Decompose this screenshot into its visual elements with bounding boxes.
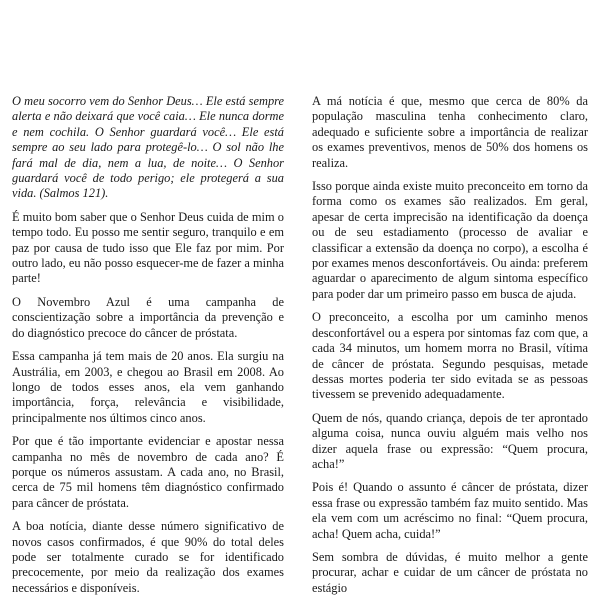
paragraph: Sem sombra de dúvidas, é muito melhor a gente procurar, achar e cuidar de um câncer de próstata no estágio <box>312 549 588 595</box>
left-column <box>12 94 284 604</box>
paragraph: É muito bom saber que o Senhor Deus cuida de mim o tempo todo. Eu posso me sentir seguro, tranquilo e em paz por causa de tudo isso que Ele faz por mim. Por outro lado, eu não posso esquecer-me de fazer a minha parte! <box>12 209 284 286</box>
right-column <box>312 94 588 604</box>
paragraph: A boa notícia, diante desse número significativo de novos casos confirmados, é que 90% do total deles pode ser totalmente curado se for identificado precocemente, por meio da realização dos exames necessários e disponíveis. <box>12 519 284 595</box>
paragraph: A má notícia é que, mesmo que cerca de 80% da população masculina tenha conhecimento claro, adequado e suficiente sobre a importância de realizar os exames preventivos, menos de 50% dos homens os realiza. <box>312 94 588 170</box>
paragraph: O preconceito, a escolha por um caminho menos desconfortável ou a espera por sintomas faz com que, a cada 34 minutos, um homem morra no Brasil, vítima de câncer de próstata. Segundo pesquisas, metade dessas mortes poderia ter sido evitada se as pessoas tivessem se prevenido adequadamente. <box>312 310 588 402</box>
paragraph: O Novembro Azul é uma campanha de conscientização sobre a importância da prevenção e do diagnóstico precoce do câncer de próstata. <box>12 294 284 340</box>
paragraph: Pois é! Quando o assunto é câncer de próstata, dizer essa frase ou expressão também faz muito sentido. Mas ela vem com um acréscimo no final: “Quem procura, acha! Quem acha, cuida!” <box>312 480 588 541</box>
paragraph: Por que é tão importante evidenciar e apostar nessa campanha no mês de novembro de cada ano? É porque os números assustam. A cada ano, no Brasil, cerca de 75 mil homens têm diagnóstico confirmado para câncer de próstata. <box>12 434 284 510</box>
paragraph: Essa campanha já tem mais de 20 anos. Ela surgiu na Austrália, em 2003, e chegou ao Brasil em 2008. Ao longo de todos esses anos, ela vem ganhando importância, força, relevância e visibilidade, principalmente nos últimos cinco anos. <box>12 349 284 425</box>
paragraph: Isso porque ainda existe muito preconceito em torno da forma como os exames são realizados. Em geral, apesar de certa imprecisão na identificação da doença ou de seu estadiamento (processo de avaliar e classificar a extensão da doença no corpo), a escolha é por exames menos desconfortáveis. Ou ainda: preferem aguardar o aparecimento de algum sintoma específico para poder dar um primeiro passo em busca de ajuda. <box>312 179 588 301</box>
psalm-quote: O meu socorro vem do Senhor Deus… Ele está sempre alerta e não deixará que você caia… Ele nunca dorme e nem cochila. O Senhor guardará você… Ele está sempre ao seu lado para protegê-lo… O sol não lhe fará mal de dia, nem a lua, de noite… O Senhor guardará você de todo perigo; ele protegerá a sua vida. (Salmos 121). <box>12 94 284 201</box>
paragraph: Quem de nós, quando criança, depois de ter aprontado alguma coisa, nunca ouviu alguém mais velho nos dizer aquela frase ou expressão: “Quem procura, acha!” <box>312 410 588 471</box>
